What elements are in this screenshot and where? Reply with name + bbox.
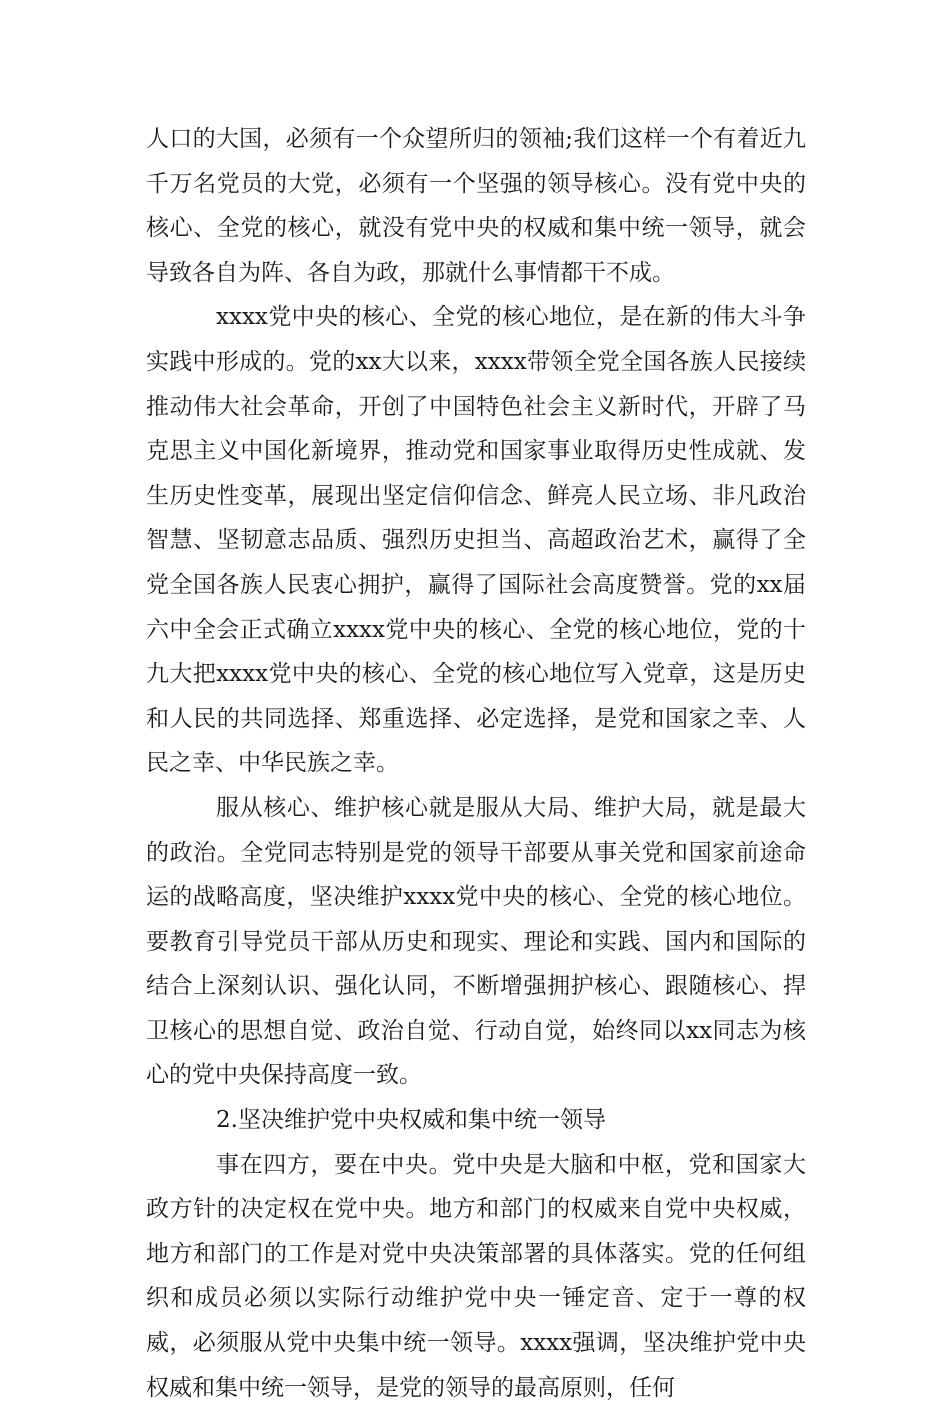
- paragraph-3: 服从核心、维护核心就是服从大局、维护大局，就是最大的政治。全党同志特别是党的领导干部要从事关党和国家前途命运的战略高度，坚决维护xxxx党中央的核心、全党的核心地位。要教育引导党员干部从历史和现实、理论和实践、国内和国际的结合上深刻认识、强化认同，不断增强拥护核心、跟随核心、捍卫核心的思想自觉、政治自觉、行动自觉，始终同以xx同志为核心的党中央保持高度一致。: [146, 794, 806, 1089]
- paragraph-2: xxxx党中央的核心、全党的核心地位，是在新的伟大斗争实践中形成的。党的xx大以来，xxxx带领全党全国各族人民接续推动伟大社会革命，开创了中国特色社会主义新时代，开辟了马克思主义中国化新境界，推动党和国家事业取得历史性成就、发生历史性变革，展现出坚定信仰信念、鲜亮人民立场、非凡政治智慧、坚韧意志品质、强烈历史担当、高超政治艺术，赢得了全党全国各族人民衷心拥护，赢得了国际社会高度赞誉。党的xx届六中全会正式确立xxxx党中央的核心、全党的核心地位，党的十九大把xxxx党中央的核心、全党的核心地位写入党章，这是历史和人民的共同选择、郑重选择、必定选择，是党和国家之幸、人民之幸、中华民族之幸。: [146, 304, 806, 777]
- document-body: [146, 117, 806, 1410]
- paragraph-1: 人口的大国，必须有一个众望所归的领袖;我们这样一个有着近九千万名党员的大党，必须有一个坚强的领导核心。没有党中央的核心、全党的核心，就没有党中央的权威和集中统一领导，就会导致各自为阵、各自为政，那就什么事情都干不成。: [146, 126, 806, 286]
- paragraph-4: 事在四方，要在中央。党中央是大脑和中枢，党和国家大政方针的决定权在党中央。地方和部门的权威来自党中央权威，地方和部门的工作是对党中央决策部署的具体落实。党的任何组织和成员必须以实际行动维护党中央一锤定音、定于一尊的权威，必须服从党中央集中统一领导。xxxx强调，坚决维护党中央权威和集中统一领导，是党的领导的最高原则，任何: [146, 1151, 806, 1401]
- section-heading: 2.坚决维护党中央权威和集中统一领导: [216, 1107, 606, 1134]
